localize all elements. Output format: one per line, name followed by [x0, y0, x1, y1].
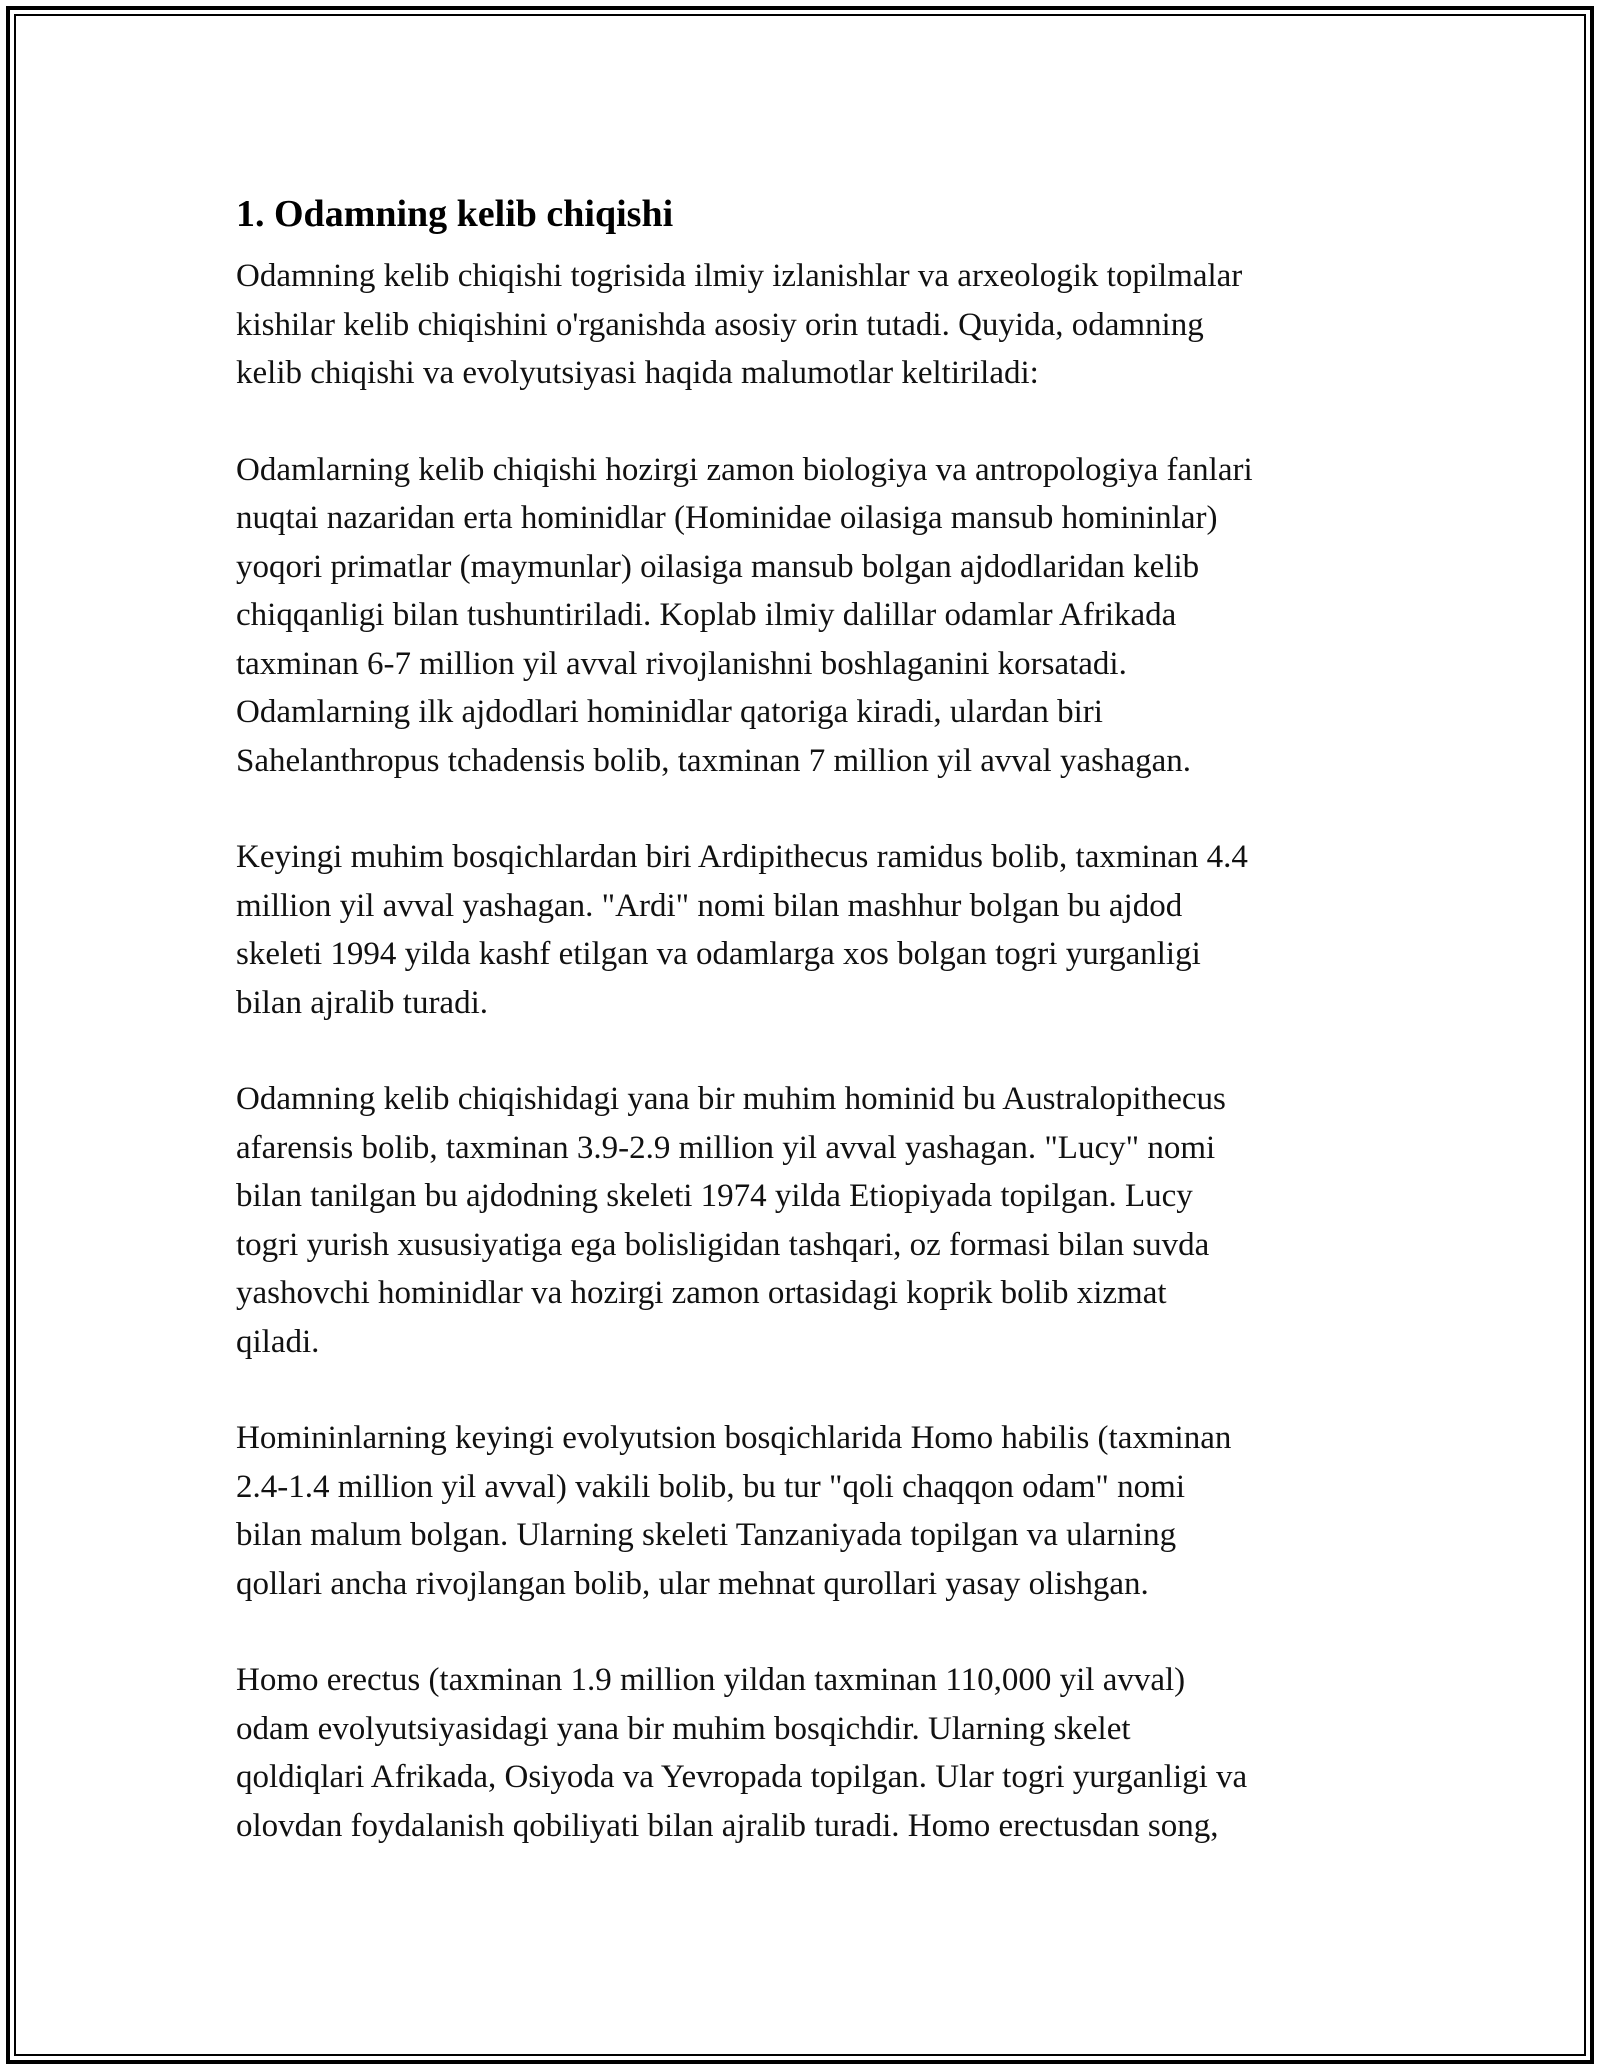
- section-heading: 1. Odamning kelib chiqishi: [236, 193, 674, 235]
- paragraph-intro: Odamning kelib chiqishi togrisida ilmiy izlanishlar va arxeologik topilmalar kishilar kelib chiqishini o'rganishda asosiy orin tutadi. Quyida, odamning kelib chiqishi va evolyutsiyasi haqida malumotlar keltiriladi:: [236, 258, 1243, 391]
- paragraph-homo-habilis: Homininlarning keyingi evolyutsion bosqichlarida Homo habilis (taxminan 2.4-1.4 million yil avval) vakili bolib, bu tur "qoli chaqqon odam" nomi bilan malum bolgan. Ularning skeleti Tanzaniyada topilgan va ularning qollari ancha rivojlangan bolib, ular mehnat qurollari yasay olishgan.: [236, 1420, 1232, 1602]
- paragraph-australopithecus: Odamning kelib chiqishidagi yana bir muhim hominid bu Australopithecus afarensis bolib, taxminan 3.9-2.9 million yil avval yashagan. "Lucy" nomi bilan tanilgan bu ajdodning skeleti 1974 yilda Etiopiyada topilgan. Lucy togri yurish xususiyatiga ega bolisligidan tashqari, oz formasi bilan suvda yashovchi hominidlar va hozirgi zamon ortasidagi koprik bolib xizmat qiladi.: [236, 1081, 1226, 1360]
- paragraph-homo-erectus: Homo erectus (taxminan 1.9 million yildan taxminan 110,000 yil avval) odam evolyutsiyasidagi yana bir muhim bosqichdir. Ularning skelet qoldiqlari Afrikada, Osiyoda va Yevropada topilgan. Ular togri yurganligi va olovdan foydalanish qobiliyati bilan ajralib turadi. Homo erectusdan song,: [236, 1662, 1248, 1844]
- paragraph-origins: Odamlarning kelib chiqishi hozirgi zamon biologiya va antropologiya fanlari nuqtai nazaridan erta hominidlar (Hominidae oilasiga mansub homininlar) yoqori primatlar (maymunlar) oilasiga mansub bolgan ajdodlaridan kelib chiqqanligi bilan tushuntiriladi. Koplab ilmiy dalillar odamlar Afrikada taxminan 6-7 million yil avval rivojlanishni boshlaganini korsatadi. Odamlarning ilk ajdodlari hominidlar qatoriga kiradi, ulardan biri Sahelanthropus tchadensis bolib, taxminan 7 million yil avval yashagan.: [236, 451, 1253, 779]
- paragraph-ardipithecus: Keyingi muhim bosqichlardan biri Ardipithecus ramidus bolib, taxminan 4.4 million yil avval yashagan. "Ardi" nomi bilan mashhur bolgan bu ajdod skeleti 1994 yilda kashf etilgan va odamlarga xos bolgan togri yurganligi bilan ajralib turadi.: [236, 839, 1248, 1021]
- document-body: [236, 186, 1376, 1898]
